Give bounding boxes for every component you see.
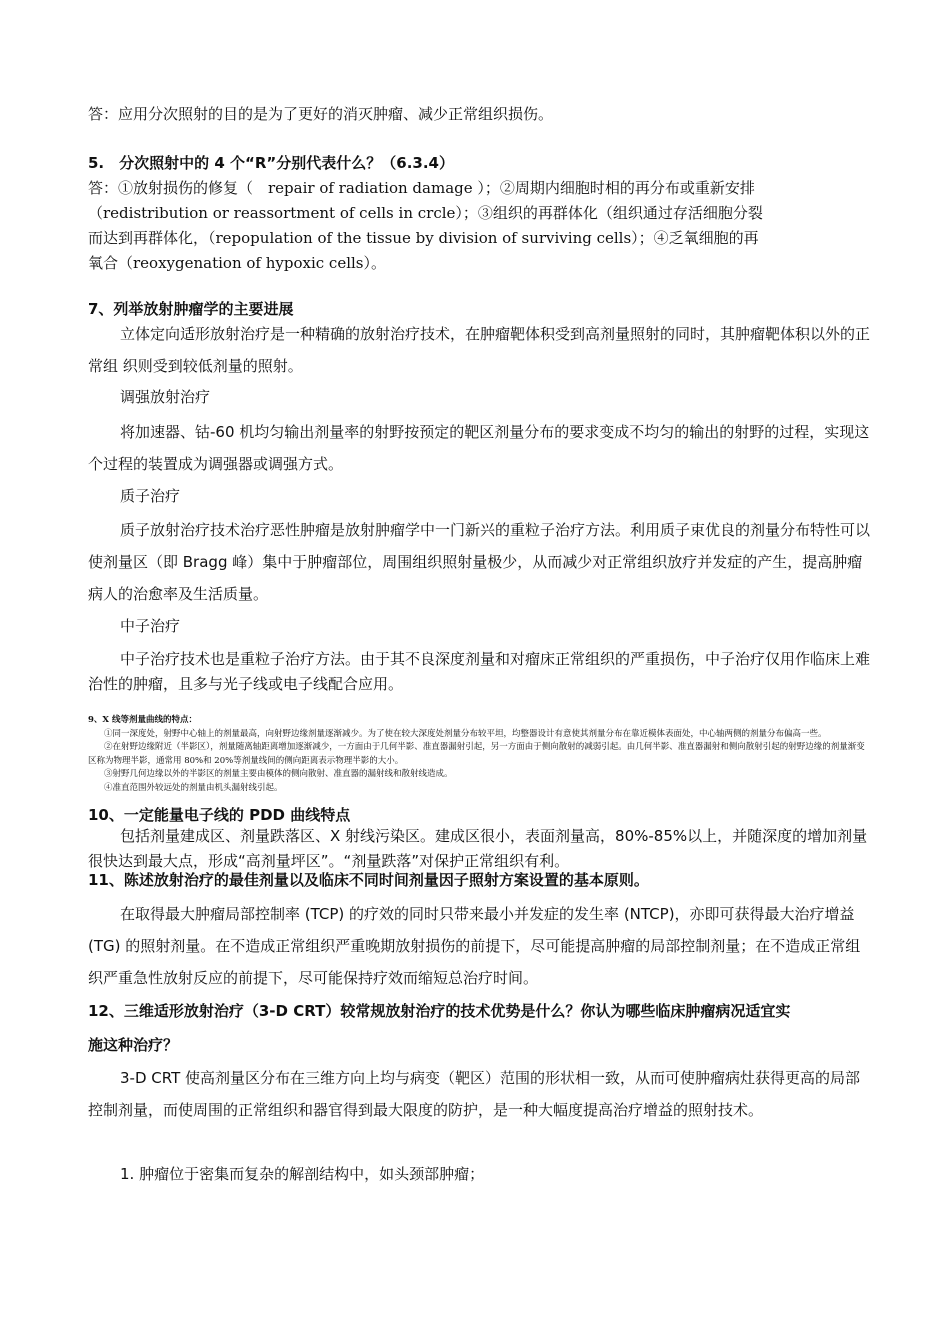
q9-item: ③射野几何边缘以外的半影区的剂量主要由模体的侧向散射、准直器的漏射线和散射线造成。: [104, 769, 453, 779]
q7-title: 7、列举放射肿瘤学的主要进展: [88, 300, 294, 318]
q5-title: 5. 分次照射中的 4 个“R”分别代表什么？（6.3.4）: [88, 154, 454, 172]
q5-answer-line: 而达到再群体化，（repopulation of the tissue by division of surviving cells）；④乏氧细胞的再: [88, 229, 759, 247]
q9-item: ①同一深度处，射野中心轴上的剂量最高，向射野边缘剂量逐渐减少。为了使在较大深度处剂量分布较平坦，均整器设计有意使其剂量分布在靠近模体表面处，中心轴两侧的剂量分布偏高一些。: [104, 728, 827, 739]
q7-imrt-title: 调强放射治疗: [120, 388, 211, 406]
q12-title-line1: 12、三维适形放射治疗（3-D CRT）较常规放射治疗的技术优势是什么？你认为哪些临床肿瘤病况适宜实: [88, 1002, 791, 1020]
q10-title: 10、一定能量电子线的 PDD 曲线特点: [88, 806, 351, 824]
q12-title-line2: 施这种治疗？: [88, 1036, 179, 1054]
q12-item-1: 1. 肿瘤位于密集而复杂的解剖结构中，如头颈部肿瘤；: [120, 1165, 485, 1183]
q5-answer-line: 答：①放射损伤的修复（ repair of radiation damage ）；②周期内细胞时相的再分布或重新安排: [88, 179, 755, 197]
q7-proton-text: 质子放射治疗技术治疗恶性肿瘤是放射肿瘤学中一门新兴的重粒子治疗方法。利用质子束优良的剂量分布特性可以使剂量区（即 Bragg 峰）集中于肿瘤部位，周围组织照射量极少，从而减少对正常组织放疗并发症的产生，提高肿瘤病人的治愈率及生活质量。: [88, 521, 871, 603]
q12-text: 3-D CRT 使高剂量区分布在三维方向上均与病变（靶区）范围的形状相一致，从而可使肿瘤病灶获得更高的局部控制剂量，而使周围的正常组织和器官得到最大限度的防护，是一种大幅度提高治疗增益的照射技术。: [88, 1069, 861, 1119]
q5-answer-line: 氧合（reoxygenation of hypoxic cells）。: [88, 254, 386, 272]
q10-text: 包括剂量建成区、剂量跌落区、X 射线污染区。建成区很小，表面剂量高，80%-85%以上，并随深度的增加剂量很快达到最大点，形成“高剂量坪区”。“剂量跌落”对保护正常组织有利。: [88, 827, 868, 870]
q5-answer: [88, 176, 870, 276]
q7-proton-title: 质子治疗: [120, 487, 181, 505]
q11-title: 11、陈述放射治疗的最佳剂量以及临床不同时间剂量因子照射方案设置的基本原则。: [88, 871, 649, 889]
q9-title: 9、X 线等剂量曲线的特点：: [88, 715, 197, 725]
q9-item: ②在射野边缘附近（半影区），剂量随离轴距离增加逐渐减少，一方面由于几何半影、准直器漏射引起，另一方面由于侧向散射的减弱引起。由几何半影、准直器漏射和侧向散射引起的射野边缘的剂量渐变区称为物理半影，通常用 80%和 20%等剂量线间的侧向距离表示物理半影的大小。: [88, 742, 865, 766]
q7-neutron-text: 中子治疗技术也是重粒子治疗方法。由于其不良深度剂量和对瘤床正常组织的严重损伤，中子治疗仅用作临床上难治性的肿瘤，且多与光子线或电子线配合应用。: [88, 650, 871, 693]
q11-text: 在取得最大肿瘤局部控制率 (TCP) 的疗效的同时只带来最小并发症的发生率 (NTCP)，亦即可获得最大治疗增益 (TG) 的照射剂量。在不造成正常组织严重晚期放射损伤的前提下，尽可能提高肿瘤的局部控制剂量；在不造成正常组织严重急性放射反应的前提下，尽可能保持疗效而缩短总治疗时间。: [88, 905, 861, 987]
q5-answer-line: （redistribution or reassortment of cells in crcle）；③组织的再群体化（组织通过存活细胞分裂: [88, 204, 763, 222]
q7-neutron-title: 中子治疗: [120, 617, 181, 635]
q7-imrt-text: 将加速器、钴-60 机均匀输出剂量率的射野按预定的靶区剂量分布的要求变成不均匀的输出的射野的过程，实现这个过程的装置成为调强器或调强方式。: [88, 423, 870, 473]
q7-stereo-text: 立体定向适形放射治疗是一种精确的放射治疗技术，在肿瘤靶体积受到高剂量照射的同时，其肿瘤靶体积以外的正常组 织则受到较低剂量的照射。: [88, 325, 871, 375]
q9-item: ④准直范围外较远处的剂量由机头漏射线引起。: [104, 782, 283, 793]
answer-purpose: 答：应用分次照射的目的是为了更好的消灭肿瘤、减少正常组织损伤。: [88, 105, 554, 123]
q9-section: [88, 714, 870, 795]
